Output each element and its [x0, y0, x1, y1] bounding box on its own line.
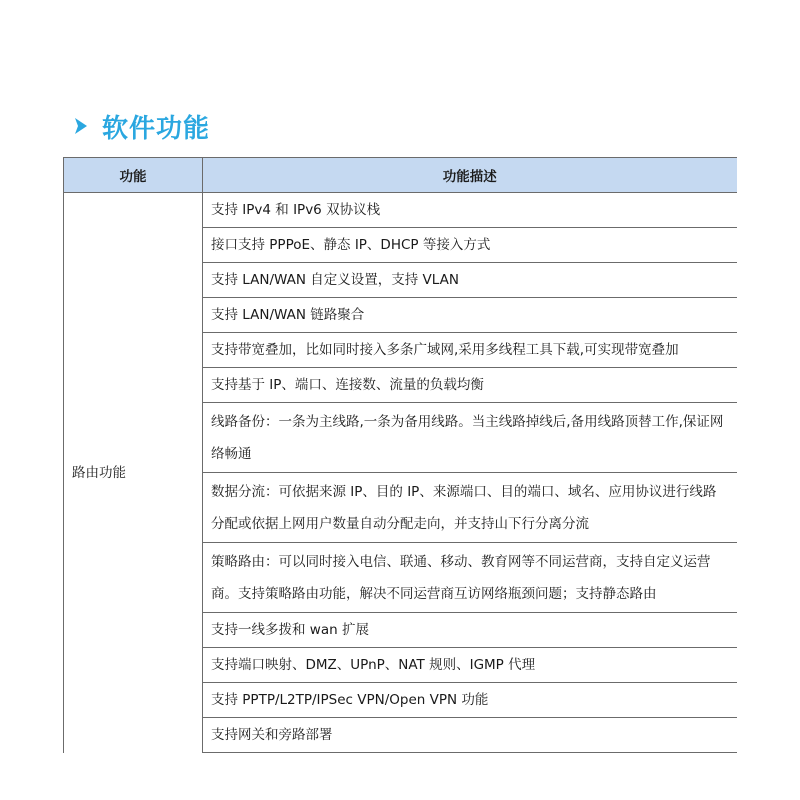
table-row: 数据分流：可依据来源 IP、目的 IP、来源端口、目的端口、域名、应用协议进行线路分配或依据上网用户数量自动分配走向，并支持山下行分离分流 — [203, 473, 737, 543]
arrow-right-icon — [74, 117, 88, 135]
table-row: 支持 LAN/WAN 链路聚合 — [203, 298, 737, 333]
table-row: 支持网关和旁路部署 — [203, 718, 737, 753]
table-row: 支持端口映射、DMZ、UPnP、NAT 规则、IGMP 代理 — [203, 648, 737, 683]
table-row: 支持一线多拨和 wan 扩展 — [203, 613, 737, 648]
table-row: 支持基于 IP、端口、连接数、流量的负载均衡 — [203, 368, 737, 403]
section-title: 软件功能 — [102, 113, 211, 144]
header-function: 功能 — [64, 158, 203, 193]
header-description: 功能描述 — [203, 158, 737, 193]
section-heading — [74, 106, 210, 146]
table-row: 接口支持 PPPoE、静态 IP、DHCP 等接入方式 — [203, 228, 737, 263]
table-row: 支持 PPTP/L2TP/IPSec VPN/Open VPN 功能 — [203, 683, 737, 718]
feature-table — [63, 157, 737, 753]
table-row: 策略路由：可以同时接入电信、联通、移动、教育网等不同运营商，支持自定义运营商。支持策略路由功能，解决不同运营商互访网络瓶颈问题；支持静态路由 — [203, 543, 737, 613]
table-row: 支持 LAN/WAN 自定义设置，支持 VLAN — [203, 263, 737, 298]
table-row: 支持 IPv4 和 IPv6 双协议栈 — [203, 193, 737, 228]
category-cell: 路由功能 — [64, 193, 203, 753]
table-row: 线路备份：一条为主线路,一条为备用线路。当主线路掉线后,备用线路顶替工作,保证网络畅通 — [203, 403, 737, 473]
table-row: 支持带宽叠加，比如同时接入多条广域网,采用多线程工具下载,可实现带宽叠加 — [203, 333, 737, 368]
table-header-row — [64, 158, 737, 193]
